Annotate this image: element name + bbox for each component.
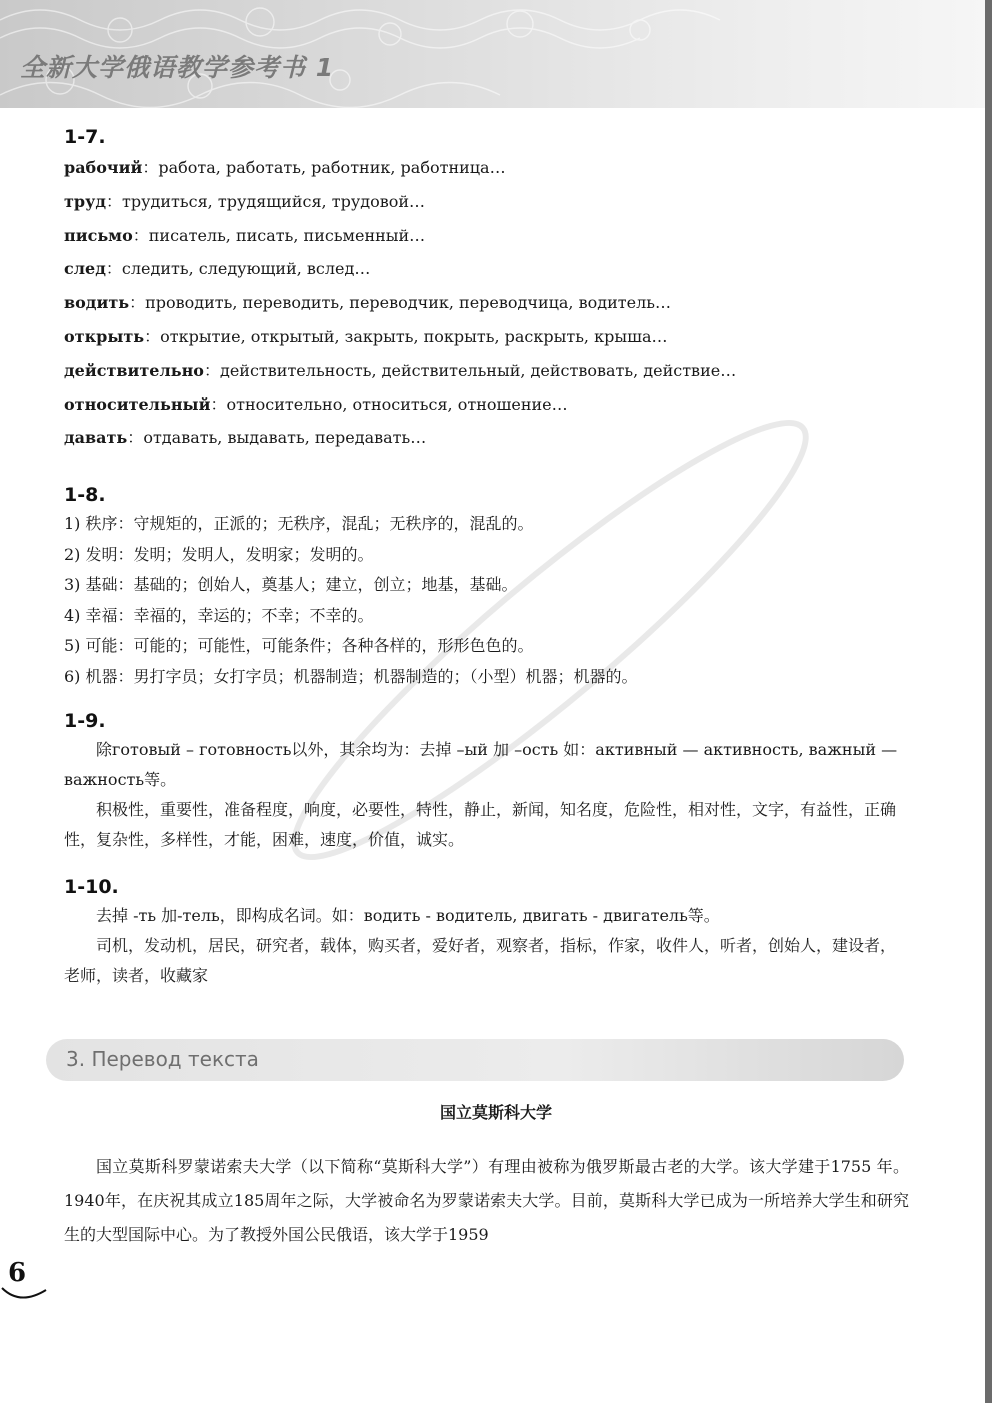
section-heading: 1-7. [64,126,106,148]
vocab-head: давать [64,428,128,448]
vocab-derivatives: трудиться, трудящийся, трудовой… [122,191,426,211]
vocab-head: действительно [64,360,204,380]
vocab-line [64,354,914,388]
vocab-line [64,421,914,455]
list-item: 1) 秩序：守规矩的，正派的；无秩序，混乱；无秩序的，混乱的。 [64,514,534,533]
vocab-sep: ： [127,428,144,448]
vocab-sep: ： [105,259,122,279]
section-label: 3. Перевод текста [66,1047,259,1071]
vocab-head: рабочий [64,158,143,177]
list-item: 5) 可能：可能的；可能性，可能条件；各种各样的，形形色色的。 [64,636,534,655]
vocab-head: письмо [64,225,133,245]
vocab-head: след [64,259,106,279]
page-edge-bar [985,0,992,1403]
vocab-derivatives: писатель, писать, письменный… [148,225,426,245]
vocab-line [64,151,914,185]
vocab-line [64,388,914,422]
vocab-sep: ： [210,394,227,414]
paragraph: 去掉 -ть 加-тель，即构成名词。如：водить - водитель, двигать - двигатель等。 [96,906,720,925]
page-number-curve [0,1284,60,1308]
section-1-9 [64,710,909,855]
paragraph: 司机，发动机，居民，研究者，载体，购买者，爱好者，观察者，指标，作家，收件人，听者，创始人，建设者，老师，读者，收藏家 [64,936,897,985]
section-heading: 1-9. [64,710,106,732]
list-item: 6) 机器：男打字员；女打字员；机器制造；机器制造的；（小型）机器；机器的。 [64,666,638,686]
vocab-sep: ： [106,191,123,211]
header-band [0,0,992,108]
section-heading: 1-10. [64,876,119,898]
book-title: 全新大学俄语教学参考书 1 [20,53,335,82]
vocab-derivatives: проводить, переводить, переводчик, переводчица, водитель… [145,293,671,313]
paragraph: 除готовый – готовность以外，其余均为：去掉 –ый 加 –ость 如：активный — активность, важный — важность等。 [64,740,898,789]
section-heading: 1-8. [64,484,106,506]
vocab-derivatives: относительно, относиться, отношение… [226,394,568,414]
vocab-sep: ： [203,360,220,380]
vocab-sep: ： [132,225,149,245]
vocab-sep: ： [129,293,146,313]
vocab-head: открыть [64,326,145,346]
vocab-derivatives: открытие, открытый, закрыть, покрыть, раскрыть, крыша… [160,326,668,346]
paragraph: 国立莫斯科罗蒙诺索夫大学（以下简称“莫斯科大学”）有理由被称为俄罗斯最古老的大学。该大学建于1755 年。1940年，在庆祝其成立185周年之际，大学被命名为罗蒙诺索夫大学。目前，莫斯科大学已成为一所培养大学生和研究生的大型国际中心。为了教授外国公民俄语，该大学于1959 [64,1157,909,1244]
vocab-list [64,151,914,455]
vocab-derivatives: действительность, действительный, действовать, действие… [219,360,737,380]
vocab-line [64,252,914,286]
vocab-line [64,219,914,253]
vocab-line [64,185,914,219]
vocab-sep: ： [144,326,161,346]
vocab-line [64,286,914,320]
vocab-derivatives: работа, работать, работник, работница… [158,158,506,177]
vocab-sep: ： [142,158,159,177]
section-1-8 [64,484,914,692]
vocab-head: труд [64,191,107,211]
list-item: 4) 幸福：幸福的，幸运的；不幸；不幸的。 [64,605,374,625]
text-title: 国立莫斯科大学 [439,1103,552,1122]
section-band-translation [46,1039,904,1081]
list-item: 2) 发明：发明；发明人，发明家；发明的。 [64,544,374,564]
vocab-line [64,320,914,354]
list-item: 3) 基础：基础的；创始人，奠基人；建立，创立；地基，基础。 [64,575,518,594]
paragraph: 积极性，重要性，准备程度，响度，必要性，特性，静止，新闻，知名度，危险性，相对性，文字，有益性，正确性，复杂性，多样性，才能，困难，速度，价值，诚实。 [64,800,897,849]
vocab-head: водить [64,293,130,313]
vocab-derivatives: следить, следующий, вслед… [121,259,371,279]
vocab-head: относительный [64,394,211,414]
text-body [64,1150,909,1252]
vocab-derivatives: отдавать, выдавать, передавать… [143,428,427,448]
section-1-10 [64,876,909,991]
page-number: 6 [8,1258,27,1288]
section-1-7 [64,126,914,455]
